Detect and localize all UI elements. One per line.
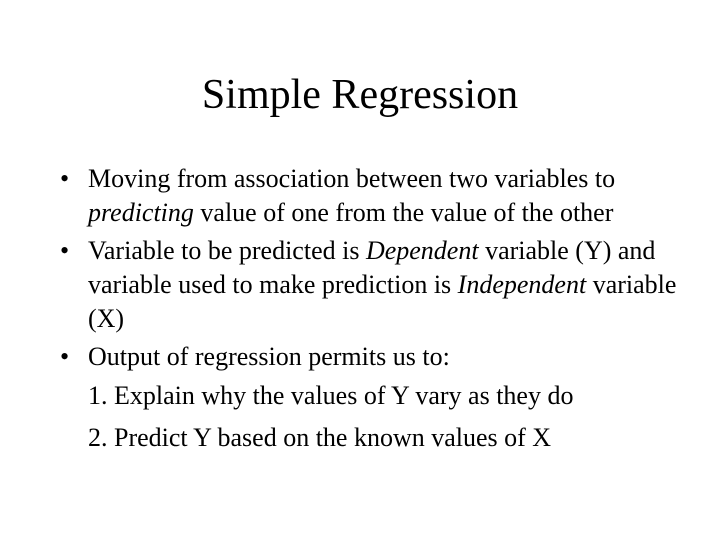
bullet-text-emphasis: predicting — [88, 198, 194, 227]
bullet-dot-icon: • — [60, 164, 70, 193]
slide-body — [52, 162, 716, 463]
bullet-text-part: Moving from association between two variables to — [88, 164, 616, 193]
bullet-text-emphasis: Independent — [457, 270, 587, 299]
bullet-dot-icon: • — [60, 342, 70, 371]
numbered-item: 2. Predict Y based on the known values of X — [88, 423, 552, 452]
bullet-text-part: value of one from the value of the other — [193, 198, 614, 227]
bullet-text-part: Variable to be predicted is — [88, 236, 366, 265]
bullet-text-part: variable (X) — [88, 270, 677, 333]
bullet-text-part: variable (Y) and variable used to make prediction is — [88, 236, 656, 299]
bullet-text-emphasis: Dependent — [365, 236, 479, 265]
bullet-text-part: Output of regression permits us to: — [88, 342, 450, 371]
bullet-item — [52, 162, 716, 230]
bullet-dot-icon: • — [60, 236, 70, 265]
bullet-item — [52, 234, 716, 336]
numbered-item: 1. Explain why the values of Y vary as they do — [88, 381, 574, 410]
slide-title: Simple Regression — [201, 72, 519, 118]
bullet-item — [52, 340, 716, 374]
